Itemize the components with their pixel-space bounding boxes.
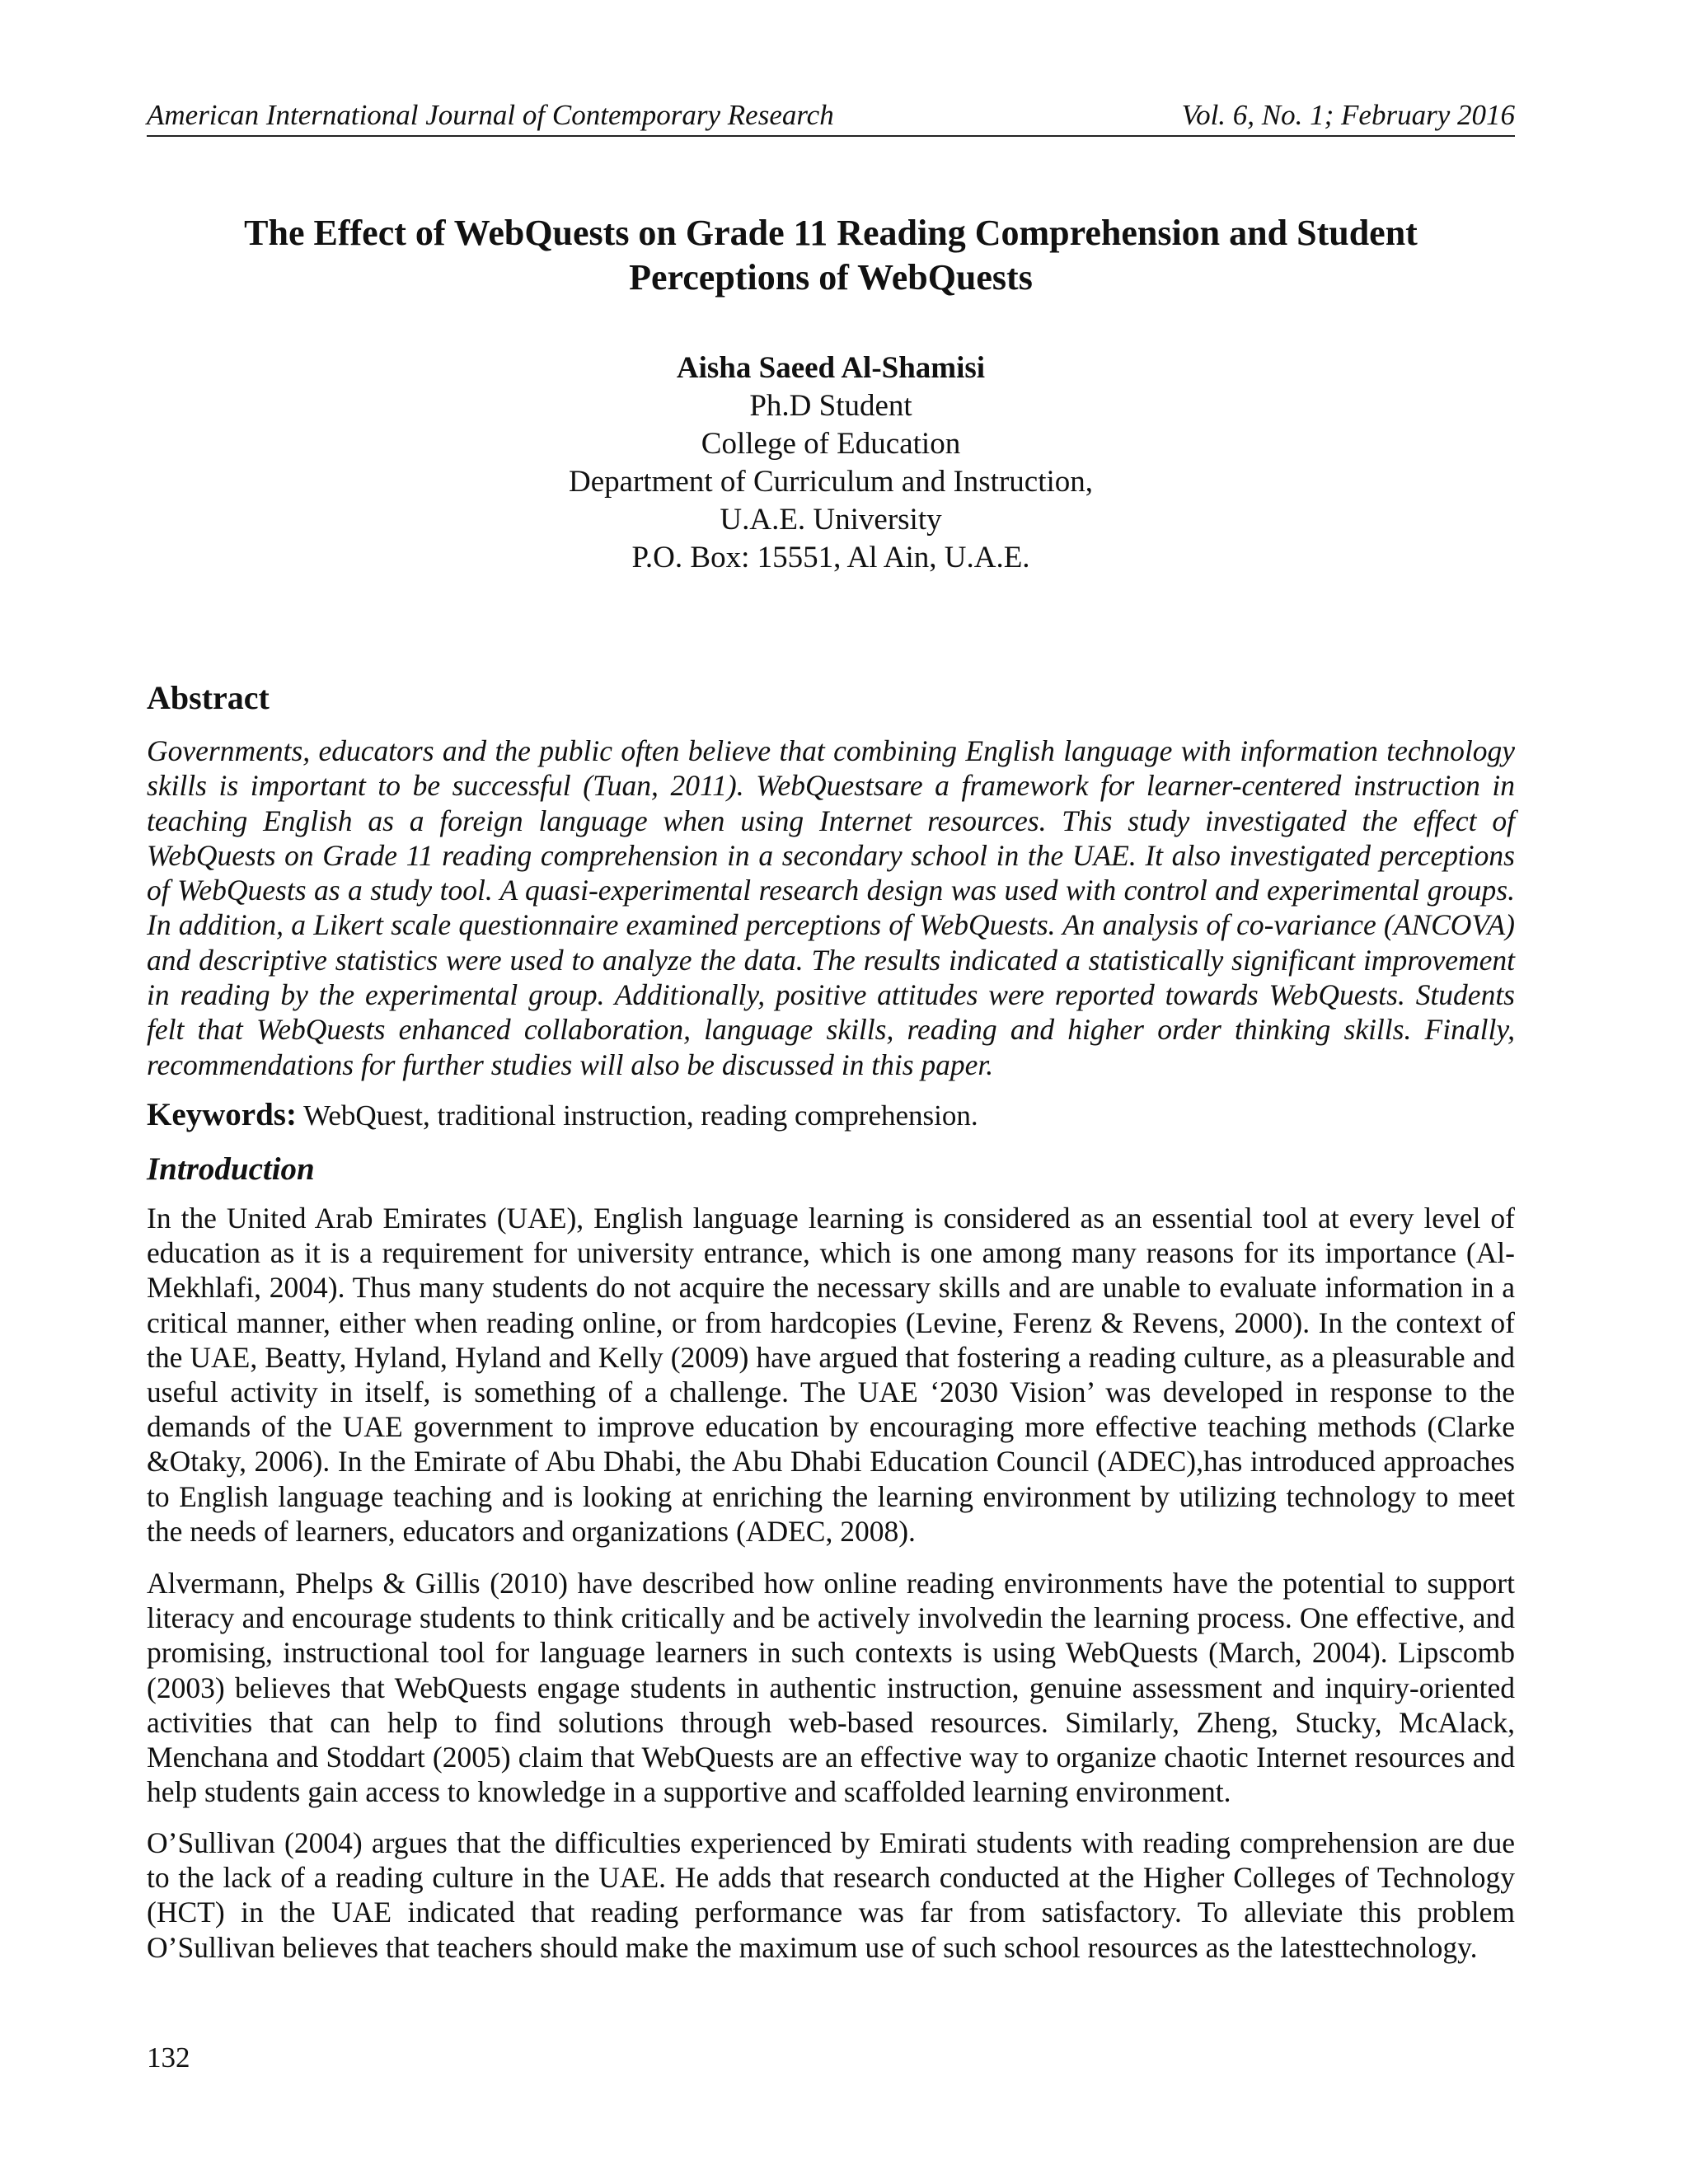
keywords xyxy=(147,1094,1515,1137)
paper-title-line-2: Perceptions of WebQuests xyxy=(629,257,1033,298)
page-number: 132 xyxy=(147,2041,190,2074)
running-header xyxy=(147,96,1515,137)
journal-name: American International Journal of Contemporary Research xyxy=(147,99,834,131)
paper-page xyxy=(147,0,1515,2184)
paper-title-line-1: The Effect of WebQuests on Grade 11 Reading Comprehension and Student xyxy=(244,213,1418,253)
introduction-paragraph-3: O’Sullivan (2004) argues that the difficulties experienced by Emirati students with reading comprehension are due to the lack of a reading culture in the UAE. He adds that research conducted at the Higher Colleges of Technology (HCT) in the UAE indicated that reading performance was far from satisfactory. To alleviate this problem O’Sullivan believes that teachers should make the maximum use of such school resources as the latesttechnology. xyxy=(147,1826,1515,1964)
author-address: P.O. Box: 15551, Al Ain, U.A.E. xyxy=(631,541,1030,574)
author-department: Department of Curriculum and Instruction, xyxy=(568,465,1094,499)
author-university: U.A.E. University xyxy=(720,503,942,537)
keywords-label: Keywords: xyxy=(147,1097,297,1132)
paper-title xyxy=(147,211,1515,300)
keywords-text: WebQuest, traditional instruction, reading comprehension. xyxy=(296,1099,978,1132)
volume-issue: Vol. 6, No. 1; February 2016 xyxy=(1181,99,1515,131)
author-college: College of Education xyxy=(701,427,961,461)
author-block xyxy=(147,349,1515,577)
introduction-heading: Introduction xyxy=(147,1151,315,1187)
abstract-text: Governments, educators and the public often believe that combining English language with information technology skills is important to be successful (Tuan, 2011). WebQuestsare a framework for learner-centered instruction in teaching English as a foreign language when using Internet resources. This study investigated the effect of WebQuests on Grade 11 reading comprehension in a secondary school in the UAE. It also investigated perceptions of WebQuests as a study tool. A quasi-experimental research design was used with control and experimental groups. In addition, a Likert scale questionnaire examined perceptions of WebQuests. An analysis of co-variance (ANCOVA) and descriptive statistics were used to analyze the data. The results indicated a statistically significant improvement in reading by the experimental group. Additionally, positive attitudes were reported towards WebQuests. Students felt that WebQuests enhanced collaboration, language skills, reading and higher order thinking skills. Finally, recommendations for further studies will also be discussed in this paper. xyxy=(147,734,1515,1081)
introduction-paragraph-1: In the United Arab Emirates (UAE), English language learning is considered as an essential tool at every level of education as it is a requirement for university entrance, which is one among many reasons for its importance (Al-Mekhlafi, 2004). Thus many students do not acquire the necessary skills and are unable to evaluate information in a critical manner, either when reading online, or from hardcopies (Levine, Ferenz & Revens, 2000). In the context of the UAE, Beatty, Hyland, Hyland and Kelly (2009) have argued that fostering a reading culture, as a pleasurable and useful activity in itself, is something of a challenge. The UAE ‘2030 Vision’ was developed in response to the demands of the UAE government to improve education by encouraging more effective teaching methods (Clarke &Otaky, 2006). In the Emirate of Abu Dhabi, the Abu Dhabi Education Council (ADEC),has introduced approaches to English language teaching and is looking at enriching the learning environment by utilizing technology to meet the needs of learners, educators and organizations (ADEC, 2008). xyxy=(147,1202,1515,1548)
introduction-paragraph-2: Alvermann, Phelps & Gillis (2010) have described how online reading environments have the potential to support literacy and encourage students to think critically and be actively involvedin the learning process. One effective, and promising, instructional tool for language learners in such contexts is using WebQuests (March, 2004). Lipscomb (2003) believes that WebQuests engage students in authentic instruction, genuine assessment and inquiry-oriented activities that can help to find solutions through web-based resources. Similarly, Zheng, Stucky, McAlack, Menchana and Stoddart (2005) claim that WebQuests are an effective way to organize chaotic Internet resources and help students gain access to knowledge in a supportive and scaffolded learning environment. xyxy=(147,1567,1515,1809)
author-name: Aisha Saeed Al-Shamisi xyxy=(676,351,986,385)
author-position: Ph.D Student xyxy=(749,389,912,423)
abstract-heading: Abstract xyxy=(147,679,270,716)
